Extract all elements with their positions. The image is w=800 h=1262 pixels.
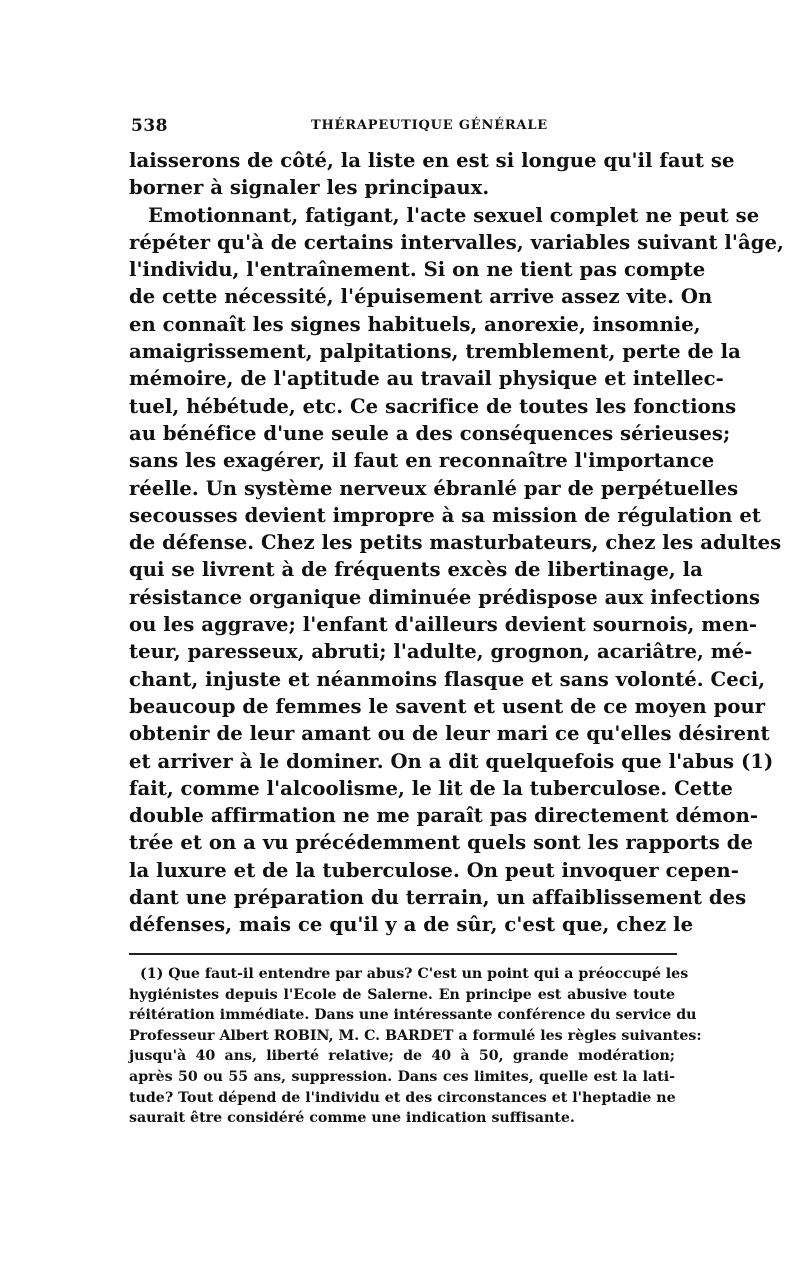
body-line: tuel, hébétude, etc. Ce sacrifice de toutes les fonctions bbox=[129, 394, 737, 418]
body-line: fait, comme l'alcoolisme, le lit de la tuberculose. Cette bbox=[129, 776, 733, 800]
body-line: borner à signaler les principaux. bbox=[129, 176, 490, 200]
body-line: mémoire, de l'aptitude au travail physique et intellec- bbox=[129, 367, 724, 391]
footnote-line: après 50 ou 55 ans, suppression. Dans ces limites, quelle est la lati- bbox=[129, 1068, 675, 1085]
body-line: laisserons de côté, la liste en est si longue qu'il faut se bbox=[129, 149, 735, 172]
running-head bbox=[131, 116, 675, 140]
footnote-line: hygiénistes depuis l'Ecole de Salerne. En principe est abusive toute bbox=[129, 986, 675, 1003]
body-text bbox=[129, 147, 784, 939]
body-line: trée et on a vu précédemment quels sont les rapports de bbox=[129, 831, 753, 855]
body-line: teur, paresseux, abruti; l'adulte, grognon, acariâtre, mé- bbox=[129, 640, 753, 664]
body-line: sans les exagérer, il faut en reconnaître l'importance bbox=[129, 449, 715, 473]
footnote-line: jusqu'à 40 ans, liberté relative; de 40 à 50, grande modération; bbox=[129, 1048, 675, 1065]
footnote-divider bbox=[129, 953, 677, 955]
body-line: de défense. Chez les petits masturbateurs, chez les adultes bbox=[129, 531, 782, 555]
body-line: l'individu, l'entraînement. Si on ne tient pas compte bbox=[129, 258, 706, 282]
body-line: résistance organique diminuée prédispose aux infections bbox=[129, 585, 761, 609]
body-line: secousses devient impropre à sa mission de régulation et bbox=[129, 503, 761, 527]
body-line: qui se livrent à de fréquents excès de libertinage, la bbox=[129, 558, 703, 582]
footnote-line: réitération immédiate. Dans une intéressante conférence du service du bbox=[129, 1007, 697, 1024]
body-line: obtenir de leur amant ou de leur mari ce qu'elles désirent bbox=[129, 722, 770, 746]
body-line: ou les aggrave; l'enfant d'ailleurs devient sournois, men- bbox=[129, 613, 758, 637]
body-line: en connaît les signes habituels, anorexie, insomnie, bbox=[129, 312, 701, 336]
body-line: la luxure et de la tuberculose. On peut invoquer cepen- bbox=[129, 858, 739, 882]
page-number: 538 bbox=[131, 116, 168, 136]
body-line: dant une préparation du terrain, un affaiblissement des bbox=[129, 886, 747, 910]
footnote-line: (1) Que faut-il entendre par abus? C'est un point qui a préoccupé les bbox=[140, 966, 689, 982]
body-line: chant, injuste et néanmoins flasque et sans volonté. Ceci, bbox=[129, 667, 766, 691]
body-line: et arriver à le dominer. On a dit quelquefois que l'abus (1) bbox=[129, 749, 774, 773]
body-line: amaigrissement, palpitations, tremblement, perte de la bbox=[129, 340, 741, 364]
body-line: double affirmation ne me paraît pas directement démon- bbox=[129, 804, 759, 828]
body-line: défenses, mais ce qu'il y a de sûr, c'est que, chez le bbox=[129, 913, 694, 937]
running-title: THÉRAPEUTIQUE GÉNÉRALE bbox=[311, 118, 548, 133]
body-line: répéter qu'à de certains intervalles, variables suivant l'âge, bbox=[129, 230, 784, 254]
body-line: beaucoup de femmes le savent et usent de ce moyen pour bbox=[129, 694, 766, 718]
footnote-line: saurait être considéré comme une indication suffisante. bbox=[129, 1110, 575, 1127]
footnote-line: tude? Tout dépend de l'individu et des circonstances et l'heptadie ne bbox=[129, 1089, 676, 1106]
body-line: de cette nécessité, l'épuisement arrive assez vite. On bbox=[129, 285, 713, 309]
body-line: réelle. Un système nerveux ébranlé par de perpétuelles bbox=[129, 476, 739, 500]
footnote-line: Professeur Albert ROBIN, M. C. BARDET a formulé les règles suivantes: bbox=[129, 1027, 702, 1044]
footnote bbox=[129, 964, 702, 1129]
body-line: au bénéfice d'une seule a des conséquences sérieuses; bbox=[129, 421, 731, 445]
body-line: Emotionnant, fatigant, l'acte sexuel complet ne peut se bbox=[148, 203, 760, 227]
